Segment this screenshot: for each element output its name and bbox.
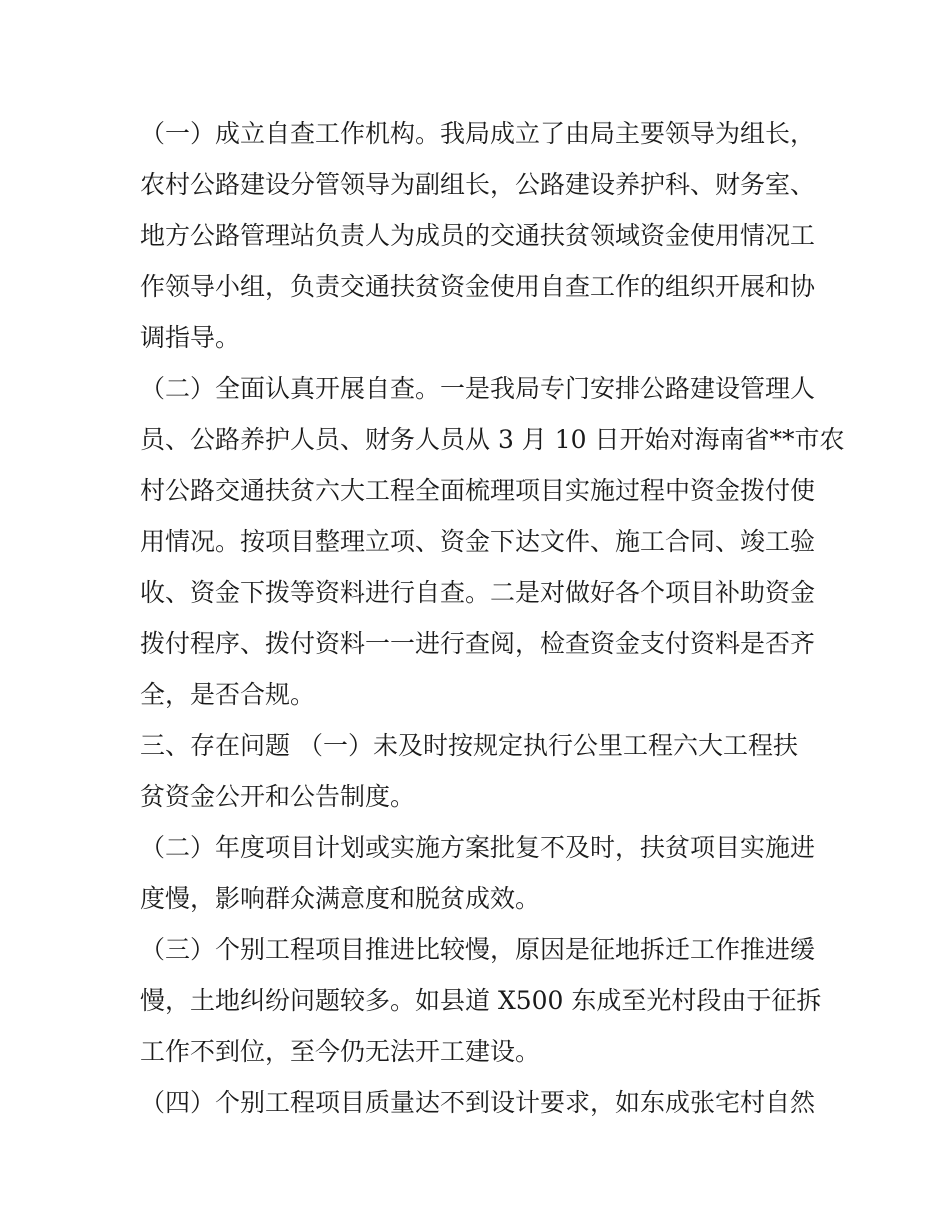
text-line: 地方公路管理站负责人为成员的交通扶贫领域资金使用情况工	[140, 221, 816, 250]
text-line: 度慢，影响群众满意度和脱贫成效。	[140, 884, 541, 913]
text-line: （一）成立自查工作机构。我局成立了由局主要领导为组长，	[140, 119, 816, 148]
text-line: 贫资金公开和公告制度。	[140, 782, 416, 811]
text-line: 慢，土地纠纷问题较多。如县道 X500 东成至光村段由于征拆	[140, 986, 822, 1015]
document-body	[140, 108, 845, 1128]
text-line: （三）个别工程项目推进比较慢，原因是征地拆迁工作推进缓	[140, 935, 816, 964]
text-line: （二）年度项目计划或实施方案批复不及时，扶贫项目实施进	[140, 833, 816, 862]
text-line: 村公路交通扶贫六大工程全面梳理项目实施过程中资金拨付使	[140, 476, 816, 505]
text-line: 农村公路建设分管领导为副组长，公路建设养护科、财务室、	[140, 170, 816, 199]
text-line: 用情况。按项目整理立项、资金下达文件、施工合同、竣工验	[140, 527, 816, 556]
text-line: 工作不到位，至今仍无法开工建设。	[140, 1037, 541, 1066]
text-line: 拨付程序、拨付资料一一进行查阅，检查资金支付资料是否齐	[140, 629, 816, 658]
text-line: 全，是否合规。	[140, 680, 316, 709]
text-line: 作领导小组，负责交通扶贫资金使用自查工作的组织开展和协	[140, 272, 816, 301]
text-line: 收、资金下拨等资料进行自查。二是对做好各个项目补助资金	[140, 578, 816, 607]
text-line: （四）个别工程项目质量达不到设计要求，如东成张宅村自然	[140, 1088, 816, 1117]
text-line: 员、公路养护人员、财务人员从 3 月 10 日开始对海南省**市农	[140, 425, 845, 454]
text-line: 调指导。	[140, 323, 241, 352]
text-line: （二）全面认真开展自查。一是我局专门安排公路建设管理人	[140, 374, 816, 403]
text-line: 三、存在问题 （一）未及时按规定执行公里工程六大工程扶	[140, 731, 798, 760]
